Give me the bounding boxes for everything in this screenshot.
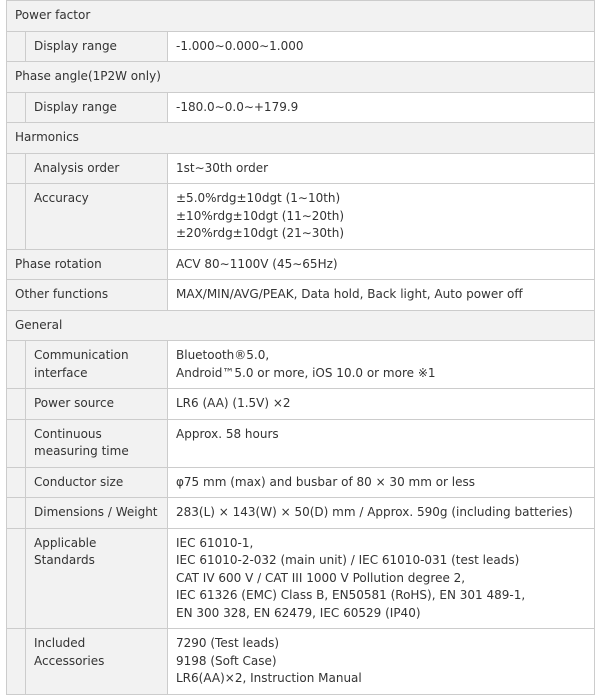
harmonics-analysis-order-value: 1st∼30th order <box>168 153 595 184</box>
communication-label <box>26 341 168 389</box>
spec-table <box>6 0 595 695</box>
dimensions-row <box>7 498 595 529</box>
harmonics-analysis-order-label: Analysis order <box>26 153 168 184</box>
phase-angle-header-row <box>7 62 595 93</box>
indent-cell <box>7 92 26 123</box>
standards-label: Applicable Standards <box>26 528 168 629</box>
continuous-measuring-label <box>26 419 168 467</box>
indent-cell <box>7 498 26 529</box>
communication-row <box>7 341 595 389</box>
conductor-size-label: Conductor size <box>26 467 168 498</box>
harmonics-accuracy-row <box>7 184 595 250</box>
accessories-line: LR6(AA)×2, Instruction Manual <box>176 671 362 685</box>
standards-row <box>7 528 595 629</box>
accessories-line: 9198 (Soft Case) <box>176 653 277 668</box>
continuous-label-line: measuring time <box>34 444 129 458</box>
other-functions-value: MAX/MIN/AVG/PEAK, Data hold, Back light, Auto power off <box>168 280 595 311</box>
indent-cell <box>7 419 26 467</box>
communication-label-line: interface <box>34 365 88 380</box>
accessories-row <box>7 629 595 695</box>
phase-angle-display-range-row <box>7 92 595 123</box>
dimensions-label: Dimensions / Weight <box>26 498 168 529</box>
power-factor-display-range-row <box>7 31 595 62</box>
accessories-label: Included Accessories <box>26 629 168 695</box>
accessories-line: 7290 (Test leads) <box>176 636 280 650</box>
conductor-size-row <box>7 467 595 498</box>
accuracy-line: ±10%rdg±10dgt (11∼20th) <box>176 208 345 223</box>
indent-cell <box>7 184 26 250</box>
indent-cell <box>7 31 26 62</box>
harmonics-accuracy-label: Accuracy <box>26 184 168 250</box>
general-header-row <box>7 310 595 341</box>
conductor-size-value: φ75 mm (max) and busbar of 80 × 30 mm or less <box>168 467 595 498</box>
power-factor-header-row <box>7 1 595 32</box>
other-functions-label: Other functions <box>7 280 168 311</box>
indent-cell <box>7 389 26 420</box>
harmonics-accuracy-value <box>168 184 595 250</box>
harmonics-header-row <box>7 123 595 154</box>
standards-line: EN 300 328, EN 62479, IEC 60529 (IP40) <box>176 605 421 620</box>
standards-line: IEC 61010-2-032 (main unit) / IEC 61010-031 (test leads) <box>176 553 520 567</box>
power-source-value: LR6 (AA) (1.5V) ×2 <box>168 389 595 420</box>
harmonics-analysis-order-row <box>7 153 595 184</box>
accuracy-line: ±20%rdg±10dgt (21∼30th) <box>176 226 345 240</box>
phase-angle-display-range-value: -180.0∼0.0∼+179.9 <box>168 92 595 123</box>
communication-line: Bluetooth®5.0, <box>176 348 270 362</box>
power-factor-display-range-label: Display range <box>26 31 168 62</box>
standards-line: IEC 61010-1, <box>176 535 254 550</box>
indent-cell <box>7 153 26 184</box>
communication-value <box>168 341 595 389</box>
continuous-label-line: Continuous <box>34 426 102 441</box>
communication-label-line: Communication <box>34 348 129 362</box>
harmonics-title: Harmonics <box>7 123 595 154</box>
power-source-label: Power source <box>26 389 168 420</box>
accuracy-line: ±5.0%rdg±10dgt (1∼10th) <box>176 191 341 205</box>
phase-angle-display-range-label: Display range <box>26 92 168 123</box>
power-factor-display-range-value: -1.000∼0.000∼1.000 <box>168 31 595 62</box>
power-source-row <box>7 389 595 420</box>
power-factor-title: Power factor <box>7 1 595 32</box>
phase-rotation-label: Phase rotation <box>7 249 168 280</box>
phase-rotation-value: ACV 80∼1100V (45∼65Hz) <box>168 249 595 280</box>
general-title: General <box>7 310 595 341</box>
continuous-measuring-value: Approx. 58 hours <box>168 419 595 467</box>
phase-angle-title: Phase angle(1P2W only) <box>7 62 595 93</box>
dimensions-value: 283(L) × 143(W) × 50(D) mm / Approx. 590g (including batteries) <box>168 498 595 529</box>
indent-cell <box>7 528 26 629</box>
accessories-value <box>168 629 595 695</box>
phase-rotation-row <box>7 249 595 280</box>
communication-line: Android™5.0 or more, iOS 10.0 or more ※1 <box>176 365 436 380</box>
standards-line: CAT IV 600 V / CAT III 1000 V Pollution degree 2, <box>176 570 466 585</box>
indent-cell <box>7 629 26 695</box>
indent-cell <box>7 341 26 389</box>
indent-cell <box>7 467 26 498</box>
other-functions-row <box>7 280 595 311</box>
standards-value <box>168 528 595 629</box>
continuous-measuring-row <box>7 419 595 467</box>
standards-line: IEC 61326 (EMC) Class B, EN50581 (RoHS), EN 301 489-1, <box>176 588 526 602</box>
